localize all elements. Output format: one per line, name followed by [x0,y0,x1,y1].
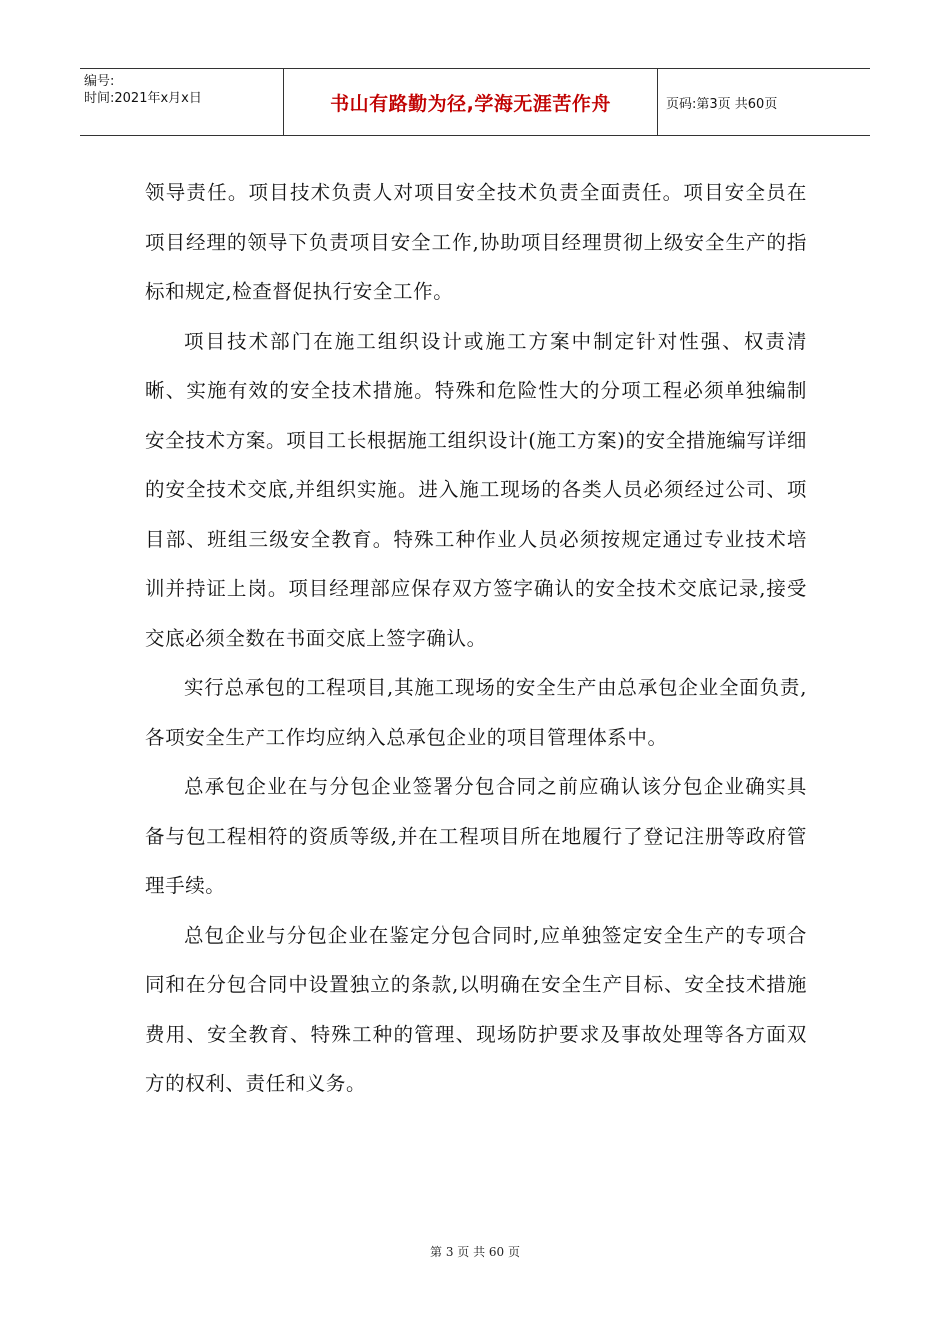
paragraph: 项目技术部门在施工组织设计或施工方案中制定针对性强、权责清晰、实施有效的安全技术措施。特殊和危险性大的分项工程必须单独编制安全技术方案。项目工长根据施工组织设计(施工方案)的安全措施编写详细的安全技术交底,并组织实施。进入施工现场的各类人员必须经过公司、项目部、班组三级安全教育。特殊工种作业人员必须按规定通过专业技术培训并持证上岗。项目经理部应保存双方签字确认的安全技术交底记录,接受交底必须全数在书面交底上签字确认。 [145,329,807,650]
document-header [80,68,870,136]
document-number-label: 编号: [84,74,115,89]
paragraph: 领导责任。项目技术负责人对项目安全技术负责全面责任。项目安全员在项目经理的领导下负责项目安全工作,协助项目经理贯彻上级安全生产的指标和规定,检查督促执行安全工作。 [145,181,807,303]
document-date: 时间:2021年x月x日 [84,91,202,106]
header-meta [80,69,284,135]
paragraph: 总承包企业在与分包企业签署分包合同之前应确认该分包企业确实具备与包工程相符的资质等级,并在工程项目所在地履行了登记注册等政府管理手续。 [145,775,807,897]
header-page-info: 页码:第3页 共60页 [666,96,778,112]
page-footer: 第 3 页 共 60 页 [430,1245,520,1259]
paragraph: 实行总承包的工程项目,其施工现场的安全生产由总承包企业全面负责,各项安全生产工作均应纳入总承包企业的项目管理体系中。 [145,676,807,749]
document-body [145,168,807,1109]
paragraph: 总包企业与分包企业在鉴定分包合同时,应单独签定安全生产的专项合同和在分包合同中设置独立的条款,以明确在安全生产目标、安全技术措施费用、安全教育、特殊工种的管理、现场防护要求及事故处理等各方面双方的权利、责任和义务。 [145,923,807,1095]
header-motto: 书山有路勤为径,学海无涯苦作舟 [284,69,658,135]
